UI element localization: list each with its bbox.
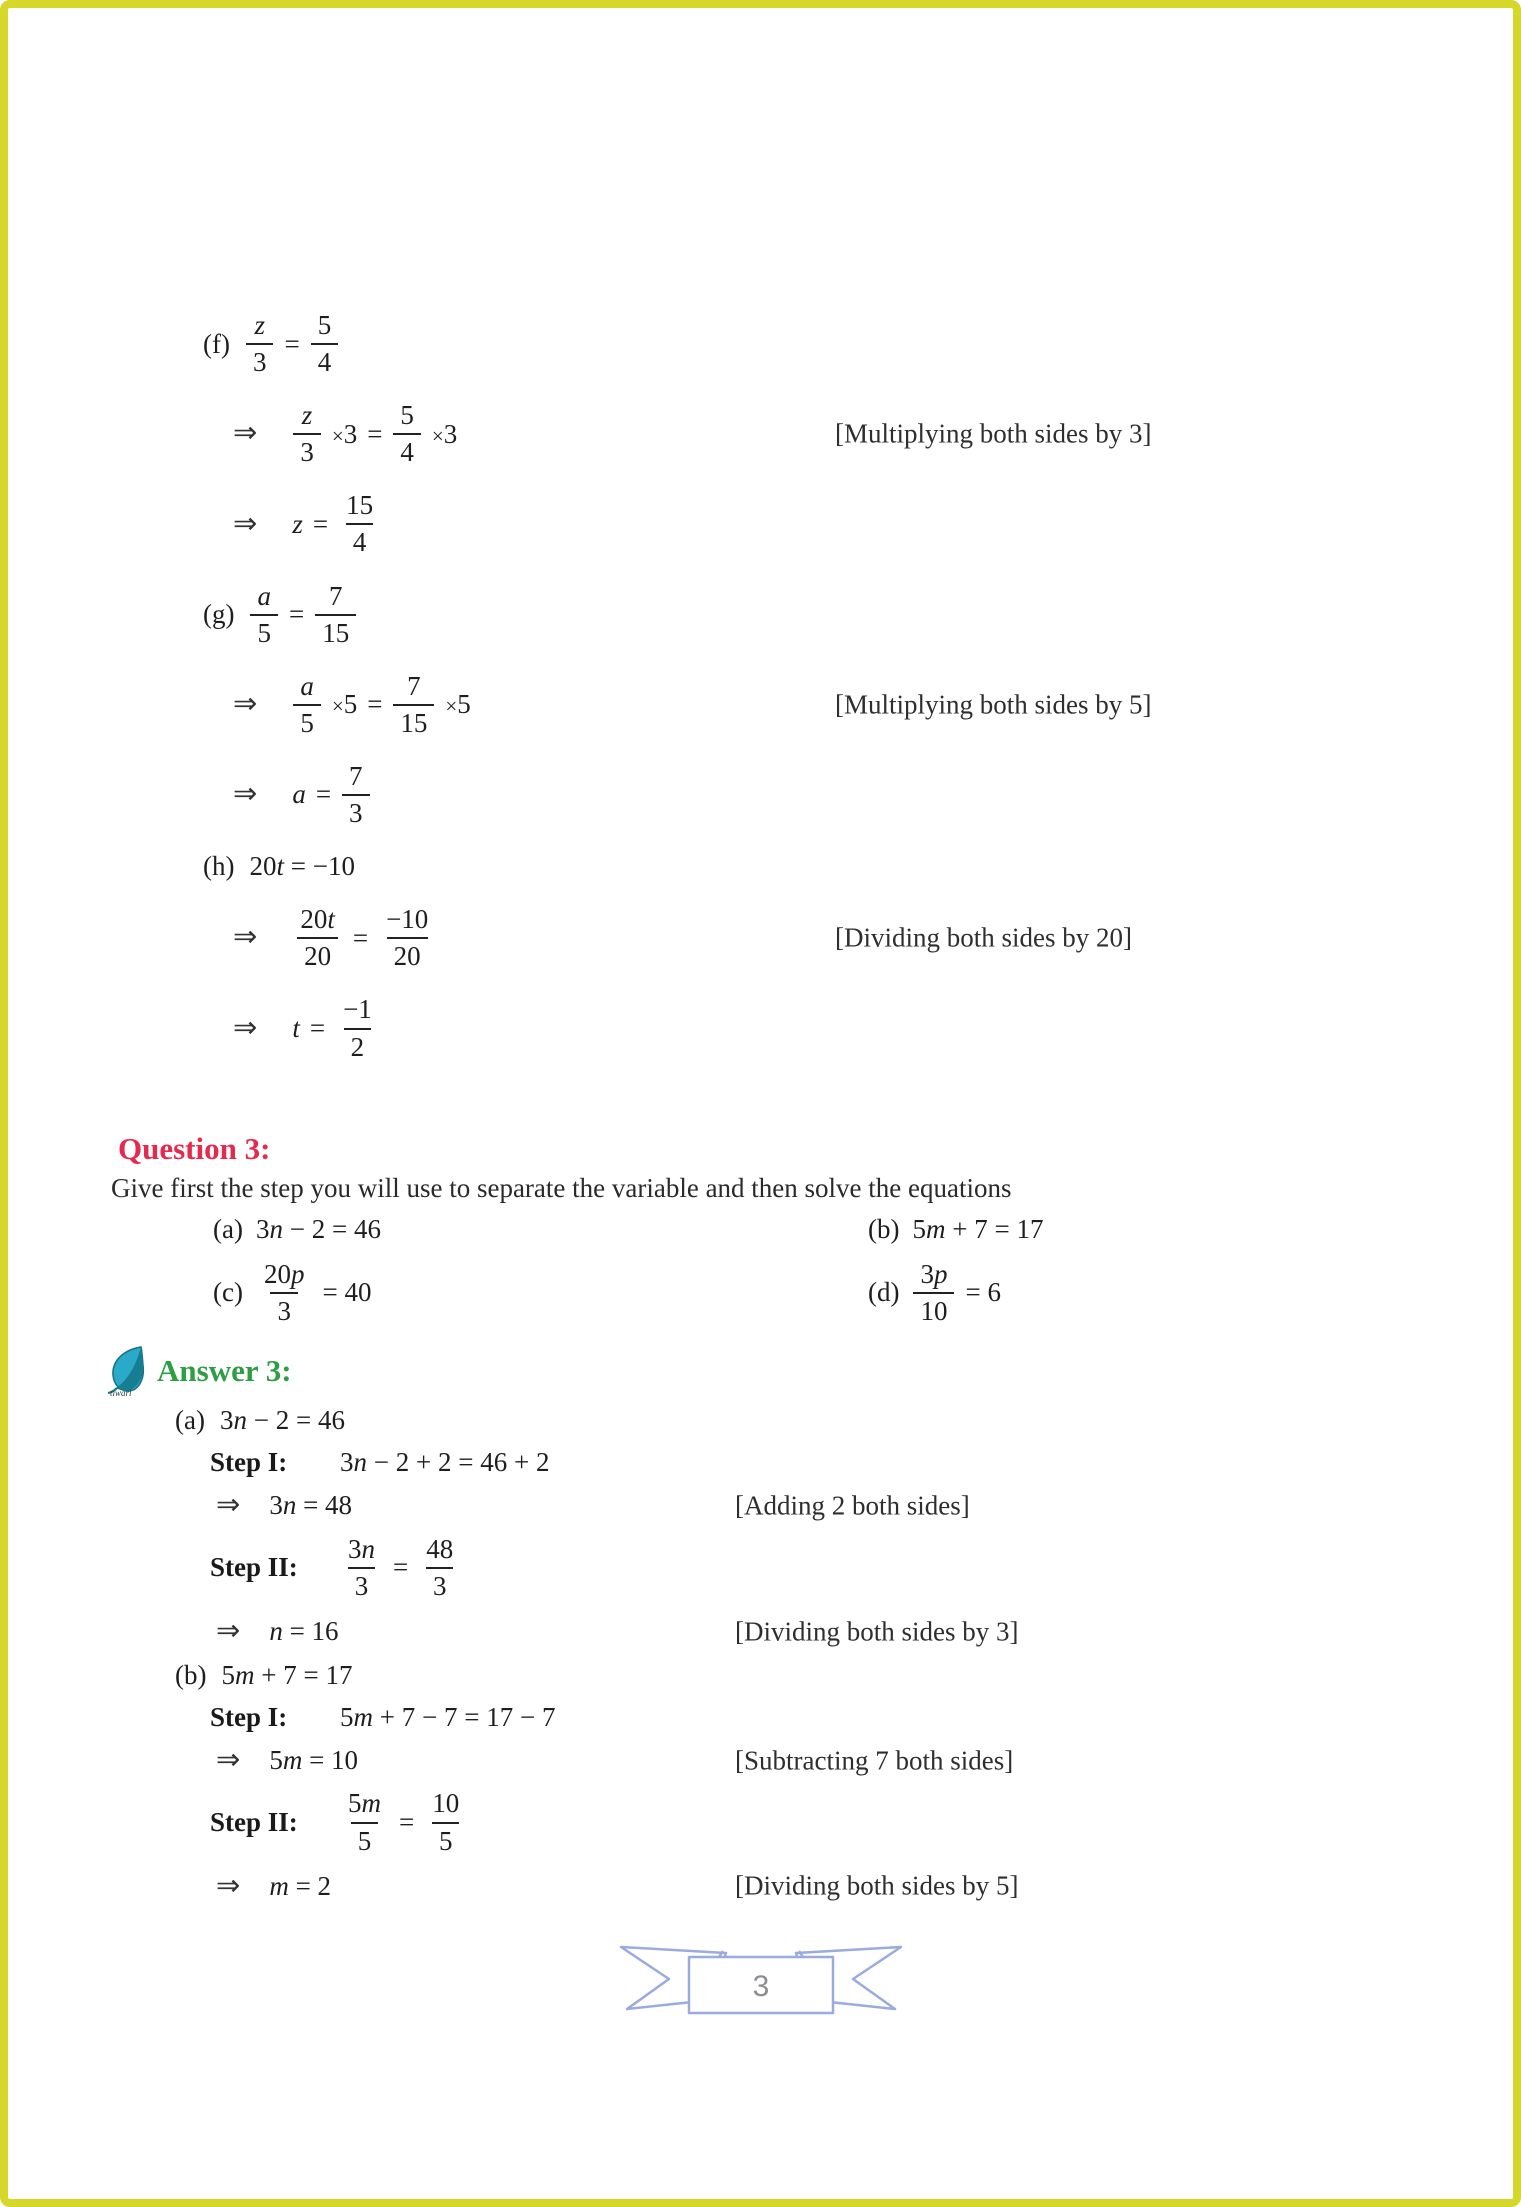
math-text: 15 xyxy=(315,614,356,651)
equation-row xyxy=(8,1742,1513,1780)
equation xyxy=(287,398,462,470)
math-text: a xyxy=(292,779,306,810)
math-text: −1 xyxy=(343,994,372,1025)
implies-arrow-icon: ⇒ xyxy=(216,1488,241,1521)
math-text: 7 xyxy=(407,670,421,701)
step-label: Step I: xyxy=(210,1446,288,1477)
fraction xyxy=(425,1786,466,1858)
math-text: 5 xyxy=(432,1822,460,1859)
item-label: (h) xyxy=(203,851,235,882)
math-text: z xyxy=(254,310,265,340)
math-text: 5 xyxy=(250,614,278,651)
equation xyxy=(335,1532,466,1604)
equation xyxy=(215,1403,350,1438)
equation-row xyxy=(8,992,1513,1064)
fraction xyxy=(250,579,278,651)
item-label: (a) xyxy=(213,1213,243,1244)
math-text: 5 xyxy=(293,704,321,741)
method-note: [Multiplying both sides by 5] xyxy=(835,689,1152,720)
fraction xyxy=(293,669,321,741)
equation xyxy=(251,1257,376,1329)
fraction xyxy=(393,398,421,470)
math-text: 3p xyxy=(920,1258,948,1289)
implies-arrow-icon: ⇒ xyxy=(216,1743,241,1776)
equation xyxy=(287,759,375,831)
equation xyxy=(335,1786,472,1858)
answer-heading: Answer 3: xyxy=(157,1352,292,1388)
implies-arrow-icon: ⇒ xyxy=(233,688,258,720)
ribbon-banner-icon xyxy=(611,1943,911,2023)
page-number: 3 xyxy=(752,1970,769,2004)
math-text: 2 xyxy=(344,1028,372,1065)
item-label: (d) xyxy=(868,1277,900,1308)
math-text: m = 2 xyxy=(269,1870,332,1901)
math-text: 15 xyxy=(393,704,434,741)
fraction xyxy=(293,902,342,974)
item-label: (b) xyxy=(868,1213,900,1244)
equation-row xyxy=(8,1786,1513,1858)
question-equation xyxy=(213,1257,868,1329)
equation xyxy=(287,992,384,1064)
equation-row xyxy=(8,1532,1513,1604)
math-text: 5m = 10 xyxy=(269,1745,359,1776)
math-text: 20p xyxy=(263,1258,305,1289)
math-text: 5m + 7 = 17 xyxy=(912,1213,1044,1244)
math-text: 3n = 48 xyxy=(269,1490,353,1521)
equation xyxy=(335,1445,554,1480)
math-text: = xyxy=(315,779,332,810)
equation-row xyxy=(8,398,1513,470)
math-text: 3 xyxy=(426,1567,454,1604)
math-text: 3 xyxy=(293,433,321,470)
equation-row xyxy=(8,849,1513,884)
math-text: ×5 xyxy=(331,689,358,720)
question-heading: Question 3: xyxy=(118,1130,271,1166)
fraction xyxy=(315,579,356,651)
math-text: 15 xyxy=(346,490,374,521)
method-note: [Subtracting 7 both sides] xyxy=(735,1745,1014,1776)
equation-row xyxy=(8,579,1513,651)
math-text: a xyxy=(257,580,271,611)
math-text: ×3 xyxy=(331,418,358,449)
math-text: 5 xyxy=(317,310,332,340)
math-text: −10 xyxy=(386,904,429,935)
implies-arrow-icon: ⇒ xyxy=(233,778,258,811)
fraction xyxy=(246,308,274,380)
equation-row xyxy=(8,1700,1513,1735)
equation-row xyxy=(8,759,1513,831)
math-text: 3n − 2 = 46 xyxy=(219,1404,345,1435)
math-text: 5m xyxy=(348,1788,381,1819)
equation xyxy=(244,579,362,651)
step-label: Step I: xyxy=(210,1701,288,1732)
math-text: 3n − 2 = 46 xyxy=(255,1213,381,1244)
math-text: 3 xyxy=(246,343,274,380)
equation-row xyxy=(8,669,1513,741)
math-text: 5 xyxy=(351,1822,379,1859)
math-text: = xyxy=(367,689,383,720)
math-text: 4 xyxy=(393,433,421,470)
method-note: [Multiplying both sides by 3] xyxy=(835,418,1152,449)
page-number-ribbon xyxy=(611,1943,911,2028)
math-text: 5m + 7 = 17 xyxy=(221,1659,353,1690)
math-text: t xyxy=(292,1012,300,1043)
math-text: 3 xyxy=(270,1292,298,1329)
math-text: 3 xyxy=(342,794,370,831)
leaf-logo-icon xyxy=(105,1345,149,1397)
math-text: z xyxy=(301,400,313,431)
math-text: = 40 xyxy=(322,1277,372,1308)
equation-row xyxy=(8,1445,1513,1480)
implies-arrow-icon: ⇒ xyxy=(216,1869,241,1902)
equation xyxy=(907,1214,1048,1245)
fraction xyxy=(257,1257,312,1329)
fraction xyxy=(419,1532,460,1604)
math-text: = 6 xyxy=(965,1277,1001,1308)
fraction xyxy=(393,669,434,741)
implies-arrow-icon: ⇒ xyxy=(233,1011,258,1044)
equation xyxy=(335,1700,560,1735)
equation xyxy=(287,902,441,974)
equation xyxy=(244,849,359,884)
question-equation xyxy=(213,1214,868,1245)
math-text: = xyxy=(309,1012,326,1043)
question-equation xyxy=(868,1257,1513,1329)
step-label: Step II: xyxy=(210,1806,298,1837)
question-intro-text: Give first the step you will use to separate the variable and then solve the equations xyxy=(111,1172,1012,1203)
equation-row xyxy=(8,1613,1513,1651)
math-text: 20 xyxy=(387,937,428,974)
math-text: ×3 xyxy=(431,418,458,449)
equation xyxy=(251,1214,386,1245)
method-note: [Dividing both sides by 5] xyxy=(735,1870,1019,1901)
math-text: 3 xyxy=(348,1567,376,1604)
question-equations-grid xyxy=(8,1214,1513,1329)
fraction xyxy=(342,759,370,831)
logo-wordmark: tiwari xyxy=(110,1387,132,1397)
equation-row xyxy=(8,308,1513,380)
math-text: 7 xyxy=(328,580,343,611)
equation-row xyxy=(8,488,1513,560)
math-text: 3n − 2 + 2 = 46 + 2 xyxy=(340,1446,550,1477)
math-text: 20 xyxy=(297,937,338,974)
math-text: 3n xyxy=(348,1533,375,1564)
method-note: [Dividing both sides by 3] xyxy=(735,1616,1019,1647)
fraction xyxy=(379,902,435,974)
equation xyxy=(264,1614,343,1649)
math-text: 7 xyxy=(349,760,363,791)
fraction xyxy=(913,1257,954,1329)
fraction xyxy=(293,398,321,470)
implies-arrow-icon: ⇒ xyxy=(216,1614,241,1647)
equation xyxy=(264,1869,336,1904)
item-label: (f) xyxy=(203,328,230,359)
step-label: Step II: xyxy=(210,1552,298,1583)
equation xyxy=(216,1658,357,1693)
question-equation xyxy=(868,1214,1513,1245)
math-text: n = 16 xyxy=(269,1616,339,1647)
fraction xyxy=(339,488,380,560)
answer-steps xyxy=(8,1403,1513,1906)
math-text: = xyxy=(367,418,383,449)
math-text: = xyxy=(352,922,369,953)
equation-row xyxy=(8,1487,1513,1525)
equation xyxy=(264,1743,363,1778)
equation xyxy=(287,488,386,560)
item-label: (b) xyxy=(175,1659,207,1690)
math-text: = xyxy=(399,1806,415,1837)
math-text: a xyxy=(300,670,314,701)
equation-row xyxy=(8,902,1513,974)
implies-arrow-icon: ⇒ xyxy=(233,417,258,450)
math-text: 48 xyxy=(426,1533,454,1564)
equation-row xyxy=(8,1658,1513,1693)
solution-steps-f-g-h xyxy=(8,308,1513,1065)
math-text: 5m + 7 − 7 = 17 − 7 xyxy=(340,1701,556,1732)
fraction xyxy=(336,992,379,1064)
math-text: = xyxy=(312,508,329,539)
implies-arrow-icon: ⇒ xyxy=(233,921,258,954)
math-text: 10 xyxy=(913,1292,954,1329)
equation xyxy=(287,669,475,741)
method-note: [Adding 2 both sides] xyxy=(735,1490,970,1521)
item-label: (a) xyxy=(175,1404,205,1435)
math-text: = xyxy=(288,599,305,630)
math-text: z xyxy=(292,508,303,539)
fraction xyxy=(311,308,339,380)
method-note: [Dividing both sides by 20] xyxy=(835,922,1132,953)
item-label: (c) xyxy=(213,1277,243,1308)
math-text: 4 xyxy=(311,343,339,380)
math-text: ×5 xyxy=(445,689,471,720)
equation xyxy=(240,308,344,380)
math-text: = xyxy=(393,1552,409,1583)
math-text: 10 xyxy=(432,1788,460,1819)
equation xyxy=(907,1257,1005,1329)
equation-row xyxy=(8,1403,1513,1438)
equation-row xyxy=(8,1868,1513,1906)
math-text: 5 xyxy=(400,400,414,431)
fraction xyxy=(341,1532,382,1604)
math-text: = xyxy=(284,328,300,359)
math-text: 20t xyxy=(300,904,335,935)
answer-heading-row xyxy=(8,1345,1513,1397)
equation xyxy=(264,1488,357,1523)
fraction xyxy=(341,1786,388,1858)
implies-arrow-icon: ⇒ xyxy=(233,507,258,540)
math-text: 4 xyxy=(346,523,374,560)
math-text: 20t = −10 xyxy=(249,851,355,882)
item-label: (g) xyxy=(203,599,235,630)
